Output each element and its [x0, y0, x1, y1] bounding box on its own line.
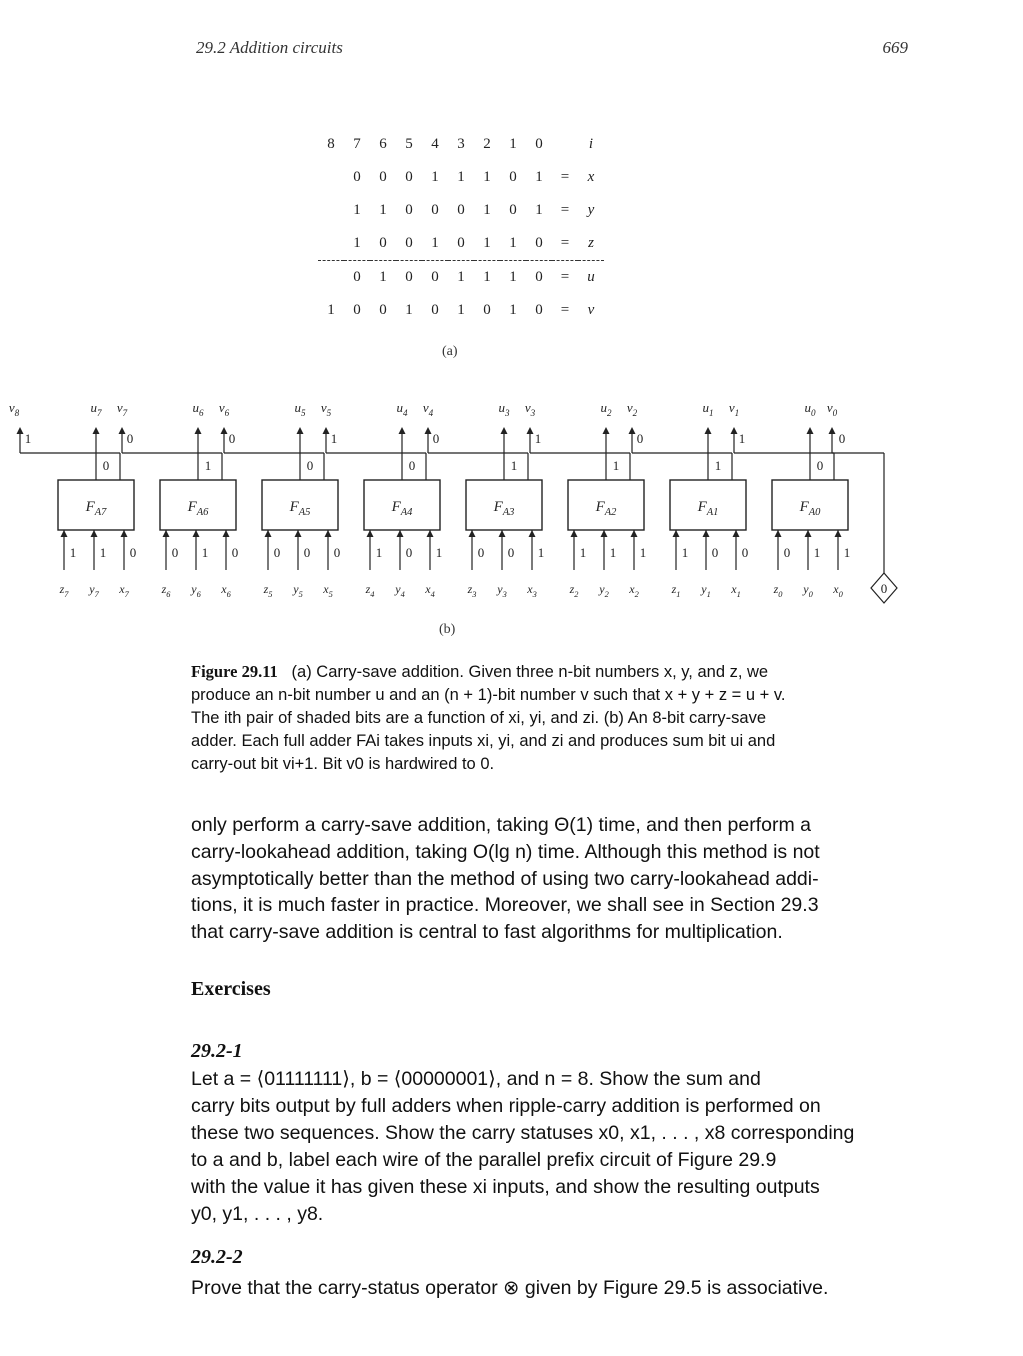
full-adder-box	[670, 480, 746, 530]
bit-cell	[318, 227, 344, 261]
bit-cell	[318, 161, 344, 194]
arrowhead	[297, 427, 304, 434]
input-bit-value: 1	[843, 545, 851, 560]
symbol-label: $u_7$	[90, 400, 102, 418]
bit-cell: 0	[396, 261, 422, 295]
symbol-label: $v_1$	[728, 400, 740, 418]
arrowhead	[399, 427, 406, 434]
bit-row	[318, 161, 604, 194]
input-bit-value: 0	[303, 545, 311, 560]
sum-bit-value: 0	[306, 458, 314, 473]
sum-bit-value: 0	[102, 458, 110, 473]
full-adder-label: $F_{A3}$	[493, 499, 515, 518]
bit-cell: 0	[422, 261, 448, 295]
arrowhead	[163, 530, 170, 537]
bit-cell: 0	[535, 235, 543, 251]
caption-line-4: adder. Each full adder FAi takes inputs xi, yi, and zi and produces sum bit ui and	[191, 732, 776, 750]
input-bit-value: 1	[201, 545, 209, 560]
arrowhead	[119, 427, 126, 434]
arrowhead	[629, 427, 636, 434]
arrowhead	[325, 530, 332, 537]
symbol-label: $v_5$	[320, 400, 332, 418]
symbol-label: $z_2$	[569, 582, 579, 599]
symbol-label: $x_2$	[629, 582, 639, 599]
input-bit-value: 0	[507, 545, 515, 560]
bit-cell	[318, 194, 344, 227]
exercise-line: to a and b, label each wire of the parallel prefix circuit of Figure 29.9	[191, 1149, 777, 1171]
exercise-line: carry bits output by full adders when ripple-carry addition is performed on	[191, 1095, 821, 1117]
equals-sign: =	[552, 261, 578, 295]
arrowhead	[807, 427, 814, 434]
symbol-label: $u_1$	[702, 400, 714, 418]
exercise-text	[191, 1275, 897, 1302]
sum-bit-value: 1	[714, 458, 722, 473]
bit-cell: 1	[353, 235, 361, 251]
arrowhead	[603, 427, 610, 434]
bit-cell: 1	[509, 235, 517, 251]
equals-sign: =	[560, 202, 570, 218]
exercise-line: y0, y1, . . . , y8.	[191, 1203, 324, 1225]
carry-bit-value: 0	[126, 431, 134, 446]
exercise-text	[191, 1066, 897, 1228]
symbol-label: $u_4$	[396, 400, 408, 418]
bit-cell: 1	[327, 302, 335, 318]
exercise-line: with the value it has given these xi inputs, and show the resulting outputs	[191, 1176, 820, 1198]
row-label: y	[587, 202, 595, 218]
exercise-number: 29.2-1	[191, 1040, 243, 1062]
symbol-label: $u_3$	[498, 400, 510, 418]
bit-index-row	[318, 128, 604, 161]
bit-cell: 5	[405, 136, 413, 152]
arrowhead	[469, 530, 476, 537]
running-head	[196, 38, 908, 62]
full-adder-box	[568, 480, 644, 530]
sum-bit-value: 0	[408, 458, 416, 473]
row-label: u	[578, 261, 604, 295]
equals-sign: =	[560, 235, 570, 251]
bit-cell: 1	[535, 169, 543, 185]
row-label: x	[587, 169, 595, 185]
symbol-label: $z_6$	[161, 582, 171, 599]
sum-bit-value: 0	[816, 458, 824, 473]
bit-cell: 1	[379, 202, 387, 218]
arrowhead	[673, 530, 680, 537]
input-bit-value: 1	[99, 545, 107, 560]
full-adder-box	[364, 480, 440, 530]
bit-cell: 0	[379, 169, 387, 185]
symbol-label: $z_0$	[773, 582, 783, 599]
symbol-label: $y_0$	[803, 582, 813, 599]
bit-cell: 3	[457, 136, 465, 152]
carry-bit-value: 1	[534, 431, 542, 446]
bit-cell: 2	[483, 136, 491, 152]
symbol-label: $y_7$	[89, 582, 99, 599]
bit-cell: 0	[379, 302, 387, 318]
full-adder-box	[262, 480, 338, 530]
symbol-label: $u_2$	[600, 400, 612, 418]
symbol-label: $v_7$	[116, 400, 128, 418]
caption-text-1: (a) Carry-save addition. Given three n-bit numbers x, y, and z, we	[291, 663, 769, 681]
input-bit-value: 1	[435, 545, 443, 560]
bit-cell	[318, 261, 344, 295]
arrowhead	[499, 530, 506, 537]
input-bit-value: 0	[171, 545, 179, 560]
full-adder-label: $F_{A6}$	[187, 499, 209, 518]
arrowhead	[835, 530, 842, 537]
symbol-label: $v_3$	[524, 400, 536, 418]
page-number: 669	[882, 38, 908, 57]
arrowhead	[425, 427, 432, 434]
bit-cell: 0	[431, 202, 439, 218]
section-title: 29.2 Addition circuits	[196, 38, 343, 57]
bit-cell: 0	[509, 169, 517, 185]
arrowhead	[17, 427, 24, 434]
input-bit-value: 0	[477, 545, 485, 560]
bit-cell: 1	[509, 136, 517, 152]
input-bit-value: 0	[783, 545, 791, 560]
arrowhead	[91, 530, 98, 537]
arrowhead	[805, 530, 812, 537]
input-bit-value: 1	[813, 545, 821, 560]
symbol-label: $z_1$	[671, 582, 681, 599]
arrowhead	[61, 530, 68, 537]
symbol-label: $y_5$	[293, 582, 303, 599]
figure-part-b-label: (b)	[439, 622, 456, 637]
bit-row	[318, 227, 604, 261]
body-line: only perform a carry-save addition, taking Θ(1) time, and then perform a	[191, 814, 811, 836]
arrowhead	[323, 427, 330, 434]
full-adder-label: $F_{A7}$	[85, 499, 107, 518]
symbol-label: $v_0$	[826, 400, 838, 418]
full-adder-label: $F_{A1}$	[697, 499, 719, 518]
bit-cell: 1	[405, 302, 413, 318]
bit-cell: 0	[509, 202, 517, 218]
bit-cell: 0	[526, 261, 552, 295]
input-bit-value: 1	[609, 545, 617, 560]
symbol-label: $y_3$	[497, 582, 507, 599]
bit-cell: 0	[405, 202, 413, 218]
bit-cell: 0	[457, 235, 465, 251]
bit-cell: 0	[344, 261, 370, 295]
arrowhead	[295, 530, 302, 537]
exercise-line: these two sequences. Show the carry statuses x0, x1, . . . , x8 corresponding	[191, 1122, 855, 1144]
input-bit-value: 1	[375, 545, 383, 560]
arrowhead	[705, 427, 712, 434]
carry-bit-value: 0	[432, 431, 440, 446]
bit-cell: 0	[483, 302, 491, 318]
exercise-line: Prove that the carry-status operator ⊗ given by Figure 29.5 is associative.	[191, 1277, 829, 1299]
symbol-label: $u_5$	[294, 400, 306, 418]
input-bit-value: 1	[681, 545, 689, 560]
symbol-label: $y_2$	[599, 582, 609, 599]
full-adder-box	[160, 480, 236, 530]
symbol-label: $x_1$	[731, 582, 741, 599]
full-adder-label: $F_{A4}$	[391, 499, 413, 518]
bit-row	[318, 194, 604, 227]
symbol-label: $z_7$	[59, 582, 69, 599]
input-bit-value: 1	[639, 545, 647, 560]
arrowhead	[703, 530, 710, 537]
sum-bit-value: 1	[612, 458, 620, 473]
full-adder-label: $F_{A0}$	[799, 499, 821, 518]
arrowhead	[601, 530, 608, 537]
carry-save-table	[318, 128, 604, 327]
bit-cell: 0	[431, 302, 439, 318]
carry-bit-value: 1	[330, 431, 338, 446]
input-bit-value: 0	[231, 545, 239, 560]
arrowhead	[829, 427, 836, 434]
row-label: v	[587, 302, 595, 318]
hardwired-zero-value: 0	[880, 581, 888, 596]
symbol-label: $u_6$	[192, 400, 204, 418]
arrowhead	[529, 530, 536, 537]
figure-label: Figure 29.11	[191, 662, 278, 681]
carry-save-adder-circuit	[0, 395, 1023, 615]
full-adder-box	[58, 480, 134, 530]
symbol-label: $z_3$	[467, 582, 477, 599]
bit-row	[318, 261, 604, 295]
exercises-heading: Exercises	[191, 978, 271, 1000]
equals-sign: =	[560, 302, 570, 318]
symbol-label: $x_7$	[119, 582, 129, 599]
bit-cell: 1	[353, 202, 361, 218]
bit-cell: 7	[353, 136, 361, 152]
symbol-label: $z_4$	[365, 582, 375, 599]
input-bit-value: 0	[405, 545, 413, 560]
input-bit-value: 0	[741, 545, 749, 560]
input-bit-value: 0	[711, 545, 719, 560]
bit-cell: 1	[474, 261, 500, 295]
arrowhead	[223, 530, 230, 537]
exercise-line: Let a = ⟨01111111⟩, b = ⟨00000001⟩, and n = 8. Show the sum and	[191, 1068, 761, 1090]
input-bit-value: 1	[579, 545, 587, 560]
bit-cell: 1	[535, 202, 543, 218]
bit-cell: 0	[353, 169, 361, 185]
symbol-label: $v_4$	[422, 400, 434, 418]
caption-line-2: produce an n-bit number u and an (n + 1)-bit number v such that x + y + z = u + v.	[191, 686, 786, 704]
bit-cell: 1	[500, 261, 526, 295]
arrowhead	[367, 530, 374, 537]
carry-bit-value: 0	[838, 431, 846, 446]
caption-line-3: The ith pair of shaded bits are a function of xi, yi, and zi. (b) An 8-bit carry-save	[191, 709, 767, 727]
bit-cell: 1	[457, 302, 465, 318]
symbol-label: $z_5$	[263, 582, 273, 599]
bit-cell: 0	[535, 136, 543, 152]
arrowhead	[427, 530, 434, 537]
symbol-label: $x_0$	[833, 582, 843, 599]
full-adder-box	[772, 480, 848, 530]
sum-bit-value: 1	[204, 458, 212, 473]
bit-row	[318, 294, 604, 327]
symbol-label: $x_6$	[221, 582, 231, 599]
input-bit-value: 0	[333, 545, 341, 560]
input-bit-value: 1	[69, 545, 77, 560]
body-line: asymptotically better than the method of using two carry-lookahead addi-	[191, 867, 819, 890]
row-label: z	[588, 235, 594, 251]
arrowhead	[93, 427, 100, 434]
bit-cell: 1	[448, 261, 474, 295]
bit-cell: 6	[379, 136, 387, 152]
bit-cell: 0	[405, 235, 413, 251]
arrowhead	[731, 427, 738, 434]
bit-cell: 0	[405, 169, 413, 185]
bit-cell: 8	[327, 136, 335, 152]
arrowhead	[193, 530, 200, 537]
body-line: that carry-save addition is central to fast algorithms for multiplication.	[191, 921, 783, 944]
bit-cell: 1	[457, 169, 465, 185]
symbol-label: $y_1$	[701, 582, 711, 599]
bit-cell: 1	[431, 169, 439, 185]
figure-part-a-label: (a)	[442, 344, 458, 359]
symbol-label: $v_6$	[218, 400, 230, 418]
bit-cell: 1	[483, 235, 491, 251]
carry-bit-value: 1	[24, 431, 32, 446]
bit-cell: 1	[431, 235, 439, 251]
full-adder-box	[466, 480, 542, 530]
sum-bit-value: 1	[510, 458, 518, 473]
arrowhead	[121, 530, 128, 537]
arrowhead	[221, 427, 228, 434]
bit-cell: 1	[509, 302, 517, 318]
arrowhead	[265, 530, 272, 537]
figure-caption	[191, 660, 897, 776]
arrowhead	[527, 427, 534, 434]
bit-cell: 4	[431, 136, 439, 152]
arrowhead	[775, 530, 782, 537]
symbol-label: $y_4$	[395, 582, 405, 599]
symbol-label: $v_8$	[8, 400, 20, 418]
symbol-label: $x_3$	[527, 582, 537, 599]
bit-cell: 0	[535, 302, 543, 318]
arrowhead	[501, 427, 508, 434]
arrowhead	[397, 530, 404, 537]
carry-bit-value: 1	[738, 431, 746, 446]
exercise-number: 29.2-2	[191, 1246, 243, 1268]
input-bit-value: 0	[273, 545, 281, 560]
bit-cell: 1	[483, 202, 491, 218]
row-label: i	[588, 136, 594, 152]
bit-cell: 0	[379, 235, 387, 251]
symbol-label: $y_6$	[191, 582, 201, 599]
symbol-label: $v_2$	[626, 400, 638, 418]
input-bit-value: 0	[129, 545, 137, 560]
equals-sign	[552, 128, 578, 161]
body-paragraph	[191, 812, 897, 946]
caption-line-5: carry-out bit vi+1. Bit v0 is hardwired to 0.	[191, 755, 495, 773]
bit-cell: 0	[457, 202, 465, 218]
full-adder-label: $F_{A2}$	[595, 499, 617, 518]
arrowhead	[631, 530, 638, 537]
bit-cell: 0	[353, 302, 361, 318]
arrowhead	[571, 530, 578, 537]
full-adder-label: $F_{A5}$	[289, 499, 311, 518]
symbol-label: $x_4$	[425, 582, 435, 599]
input-bit-value: 1	[537, 545, 545, 560]
body-line: tions, it is much faster in practice. Moreover, we shall see in Section 29.3	[191, 894, 819, 917]
carry-bit-value: 0	[228, 431, 236, 446]
caption-line-1	[191, 660, 897, 684]
symbol-label: $x_5$	[323, 582, 333, 599]
equals-sign: =	[560, 169, 570, 185]
bit-cell: 1	[370, 261, 396, 295]
bit-cell: 1	[483, 169, 491, 185]
arrowhead	[733, 530, 740, 537]
body-line: carry-lookahead addition, taking O(lg n) time. Although this method is not	[191, 840, 820, 863]
arrowhead	[195, 427, 202, 434]
symbol-label: $u_0$	[804, 400, 816, 418]
carry-bit-value: 0	[636, 431, 644, 446]
